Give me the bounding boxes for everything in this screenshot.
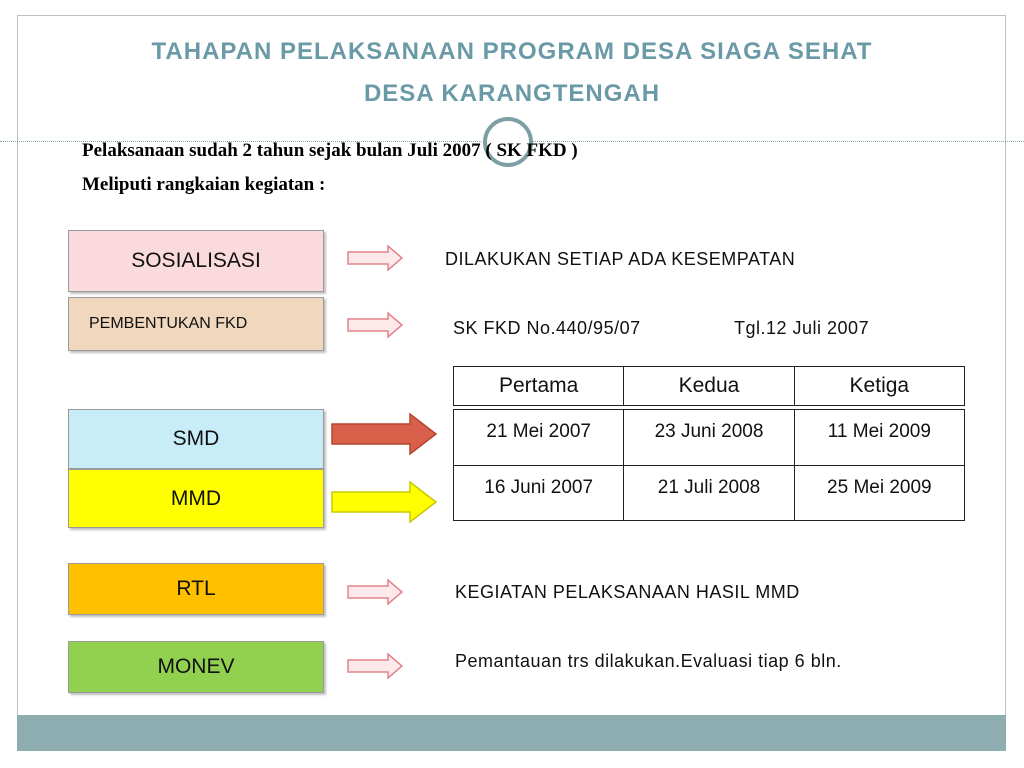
stage-box-mmd — [68, 469, 324, 528]
intro-line1: Pelaksanaan sudah 2 tahun sejak bulan Juli 2007 ( SK FKD ) — [82, 140, 578, 161]
schedule-row-smd — [454, 410, 964, 465]
desc-fkd-sk: SK FKD No.440/95/07 — [453, 318, 641, 338]
schedule-cell: 16 Juni 2007 — [454, 466, 624, 521]
arrow-right-icon — [346, 578, 406, 606]
schedule-cell: 25 Mei 2009 — [827, 477, 932, 498]
desc-sosialisasi: DILAKUKAN SETIAP ADA KESEMPATAN — [445, 249, 796, 269]
schedule-table — [453, 409, 965, 521]
stage-box-pembentukan-fkd — [68, 297, 324, 351]
arrow-right-icon — [346, 244, 406, 272]
intro-line2: Meliputi rangkaian kegiatan : — [82, 174, 326, 195]
schedule-cell: 21 Mei 2007 — [454, 410, 624, 465]
footer-bar — [17, 715, 1006, 751]
arrow-right-smd-icon — [330, 412, 440, 456]
schedule-header — [453, 366, 965, 406]
arrow-right-mmd-icon — [330, 480, 440, 524]
stage-label-sosialisasi: SOSIALISASI — [131, 249, 261, 272]
schedule-header-cell: Kedua — [624, 367, 794, 405]
stage-label-rtl: RTL — [176, 577, 216, 600]
stage-box-smd — [68, 409, 324, 469]
stage-label-pembentukan-fkd: PEMBENTUKAN FKD — [89, 315, 248, 332]
desc-monev: Pemantauan trs dilakukan.Evaluasi tiap 6 bln. — [455, 651, 842, 671]
stage-box-monev — [68, 641, 324, 693]
stage-box-sosialisasi — [68, 230, 324, 292]
desc-fkd-date: Tgl.12 Juli 2007 — [734, 318, 870, 338]
arrow-right-icon — [346, 311, 406, 339]
schedule-header-cell: Ketiga — [849, 374, 910, 397]
slide-title-line2: DESA KARANGTENGAH — [363, 80, 661, 107]
schedule-cell: 11 Mei 2009 — [827, 421, 931, 442]
schedule-row-mmd — [454, 465, 964, 521]
desc-rtl: KEGIATAN PELAKSANAAN HASIL MMD — [455, 582, 800, 602]
stage-box-rtl — [68, 563, 324, 615]
stage-label-smd: SMD — [172, 427, 220, 450]
schedule-header-cell: Pertama — [454, 367, 624, 405]
slide-title-line1: TAHAPAN PELAKSANAAN PROGRAM DESA SIAGA SEHAT — [151, 38, 873, 65]
stage-label-monev: MONEV — [157, 655, 235, 678]
arrow-right-icon — [346, 652, 406, 680]
stage-label-mmd: MMD — [170, 486, 222, 510]
schedule-cell: 21 Juli 2008 — [624, 466, 794, 521]
schedule-cell: 23 Juni 2008 — [624, 410, 794, 465]
